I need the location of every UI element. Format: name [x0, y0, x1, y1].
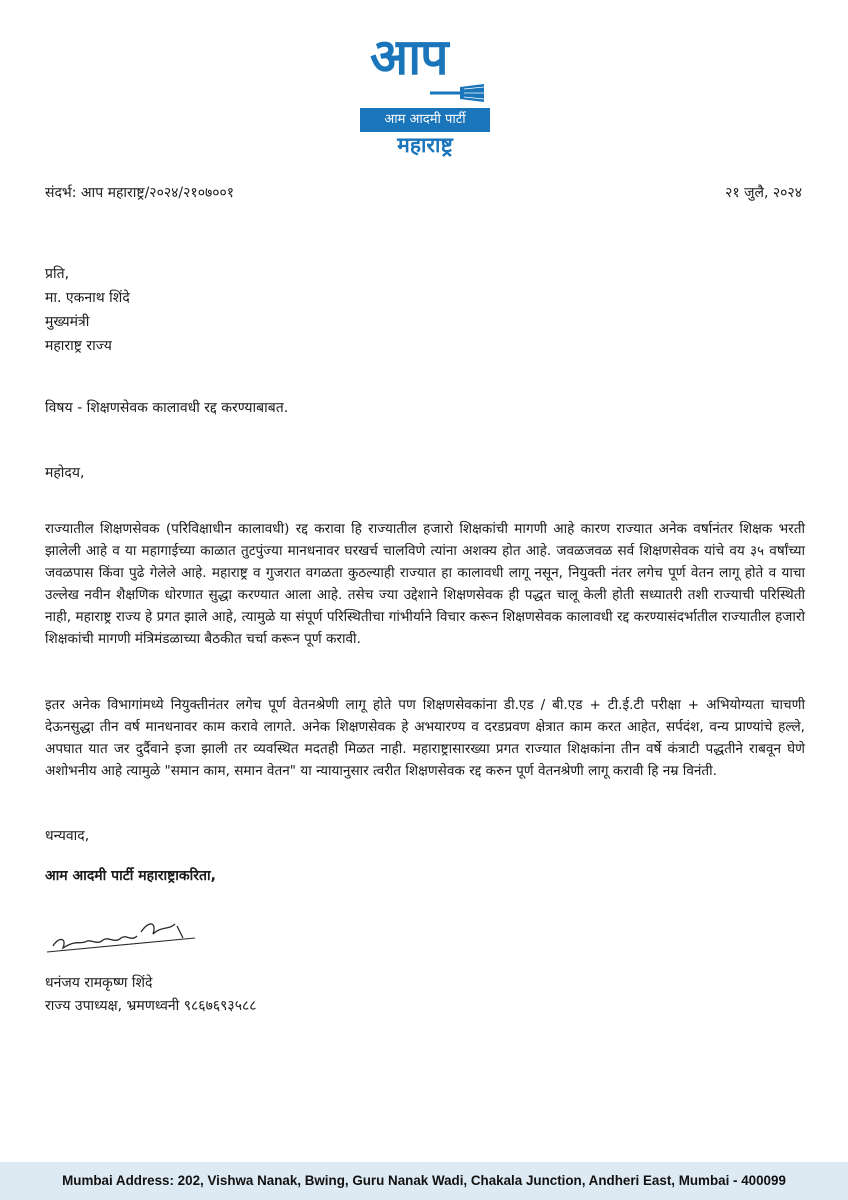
logo-party-band: आम आदमी पार्टी: [360, 108, 490, 132]
broom-icon: [430, 84, 484, 102]
body-paragraph-2: इतर अनेक विभागांमध्ये नियुक्तीनंतर लगेच पूर्ण वेतनश्रेणी लागू होते पण शिक्षणसेवकांना डी.एड / बी.एड + टी.ई.टी परीक्षा + अभियोग्यता चाचणी देऊनसुद्धा तीन वर्ष मानधनावर काम करावे लागते. अनेक शिक्षणसेवक हे अभयारण्य व दरडप्रवण क्षेत्रात काम करत आहेत, सर्पदंश, वन्य प्राण्यांचे हल्ले, अपघात यात जर दुर्दैवाने इजा झाली तर व्यवस्थित मदतही मिळत नाही. महाराष्ट्रासारख्या प्रगत राज्यात शिक्षकांना तीन वर्षे कंत्राटी पद्धतीने राबवून घेणे अशोभनीय आहे त्यामुळे "समान काम, समान वेतन" या न्यायानुसार त्वरीत शिक्षणसेवक रद्द करुन पूर्ण वेतनश्रेणी लागू करावी हि नम्र विनंती.: [45, 697, 805, 779]
footer-address: Mumbai Address: 202, Vishwa Nanak, Bwing, Guru Nanak Wadi, Chakala Junction, Andheri East, Mumbai - 400099: [0, 1162, 848, 1200]
logo-state-name: महाराष्ट्र: [397, 133, 453, 157]
letter-date: २१ जुलै, २०२४: [725, 185, 802, 201]
recipient-line: महाराष्ट्र राज्य: [45, 338, 112, 354]
signer-name: धनंजय रामकृष्ण शिंदे: [45, 975, 153, 991]
logo-aap-text: आप: [370, 28, 448, 86]
letter-subject: विषय - शिक्षणसेवक कालावधी रद्द करण्याबाबत.: [45, 400, 289, 416]
signer-block: [45, 972, 257, 1018]
recipient-line: मा. एकनाथ शिंदे: [45, 290, 130, 306]
salutation: महोदय,: [45, 465, 85, 481]
handwritten-signature: [45, 908, 205, 968]
recipient-address: [45, 262, 130, 358]
closing-thanks: धन्यवाद,: [45, 828, 90, 844]
party-signoff: आम आदमी पार्टी महाराष्ट्राकरिता,: [45, 868, 216, 884]
aap-logo: [360, 22, 490, 157]
body-paragraph-1: राज्यातील शिक्षणसेवक (परिविक्षाधीन कालावधी) रद्द करावा हि राज्यातील हजारो शिक्षकांची मागणी आहे कारण राज्यात अनेक वर्षानंतर शिक्षक भरती झालेली आहे व या महागाईच्या काळात तुटपुंज्या मानधनावर घरखर्च चालविणे त्यांना अशक्य होत आहे. जवळजवळ सर्व शिक्षणसेवक यांचे वय ३५ वर्षांच्या जवळपास किंवा पुढे गेलेले आहे. महाराष्ट्र व गुजरात वगळता कुठल्याही राज्यात हा कालावधी लागू नसून, नियुक्ती नंतर लगेच पूर्ण वेतन लागू होते व याचा उल्लेख नवीन शैक्षणिक धोरणात सुद्धा करण्यात आला आहे. तसेच ज्या उद्देशाने शिक्षणसेवक ही पद्धत चालू केली होती सध्यातरी तशी राज्याची परिस्थिती नाही, महाराष्ट्र राज्य हे प्रगत झाले आहे, त्यामुळे या संपूर्ण परिस्थितीचा गांभीर्याने विचार करून शिक्षणसेवक कालावधी रद्द करण्यासंदर्भातील राज्यातील हजारो शिक्षकांची मागणी मंत्रिमंडळाच्या बैठकीत चर्चा करून पूर्ण करावी.: [45, 521, 805, 647]
recipient-line: प्रति,: [45, 266, 70, 282]
reference-number: संदर्भ: आप महाराष्ट्र/२०२४/२१०७००१: [45, 185, 235, 201]
signer-title: राज्य उपाध्यक्ष, भ्रमणध्वनी ९८६७६९३५८८: [45, 998, 257, 1014]
recipient-line: मुख्यमंत्री: [45, 314, 90, 330]
